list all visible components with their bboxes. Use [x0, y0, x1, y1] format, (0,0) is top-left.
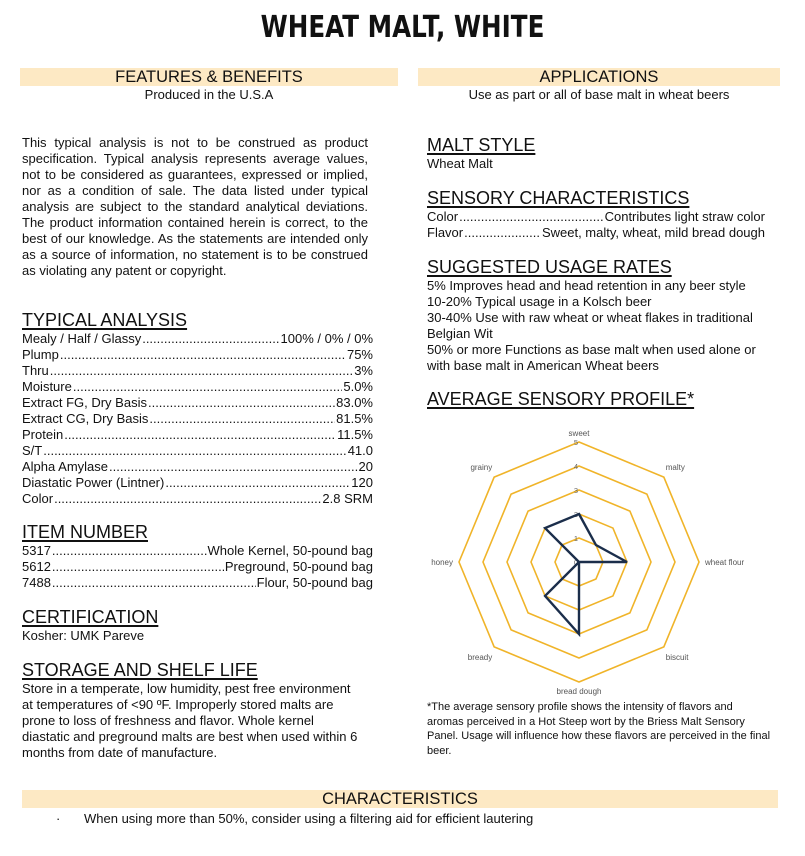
analysis-value: 81.5%	[336, 411, 373, 426]
sensory-heading: SENSORY CHARACTERISTICS	[427, 188, 690, 208]
sensory-value: Contributes light straw color	[604, 209, 765, 224]
usage-line: 10-20% Typical usage in a Kolsch beer	[427, 294, 652, 309]
analysis-row	[22, 395, 373, 411]
radar-axis-label: honey	[431, 558, 453, 567]
dot-leader	[109, 459, 358, 475]
usage-text	[427, 278, 777, 374]
analysis-row	[22, 443, 373, 459]
radar-tick-label: 4	[573, 462, 579, 471]
sensory-label: Color	[427, 209, 459, 224]
analysis-label: Alpha Amylase	[22, 459, 108, 474]
applications-subtext: Use as part or all of base malt in wheat beers	[468, 87, 730, 102]
storage-line: months from date of manufacture.	[22, 745, 218, 760]
certification-heading: CERTIFICATION	[22, 607, 159, 627]
item-row	[22, 559, 373, 575]
radar-axis-label: biscuit	[665, 652, 689, 662]
features-subtext: Produced in the U.S.A	[144, 87, 274, 102]
analysis-row	[22, 459, 373, 475]
dot-leader	[148, 395, 335, 411]
usage-line: Belgian Wit	[427, 326, 493, 341]
usage-line: 30-40% Use with raw wheat or wheat flakes in traditional	[427, 310, 753, 325]
radar-axis-label: malty	[665, 463, 685, 473]
dot-leader	[52, 559, 224, 575]
analysis-value: 20	[358, 459, 373, 474]
profile-footnote: *The average sensory profile shows the intensity of flavors and aromas perceived in a Hot Steep wort by the Briess Malt Sensory Panel. Usage will influence how these flavors are perceived in the final beer.	[427, 701, 771, 757]
dot-leader	[73, 379, 343, 395]
storage-heading: STORAGE AND SHELF LIFE	[22, 660, 258, 680]
storage-line: Store in a temperate, low humidity, pest free environment	[22, 681, 351, 696]
analysis-row	[22, 347, 373, 363]
applications-heading: APPLICATIONS	[418, 68, 780, 86]
radar-axis-label: sweet	[568, 429, 590, 438]
analysis-value: 5.0%	[343, 379, 373, 394]
sensory-label: Flavor	[427, 225, 464, 240]
storage-text	[22, 681, 392, 761]
radar-axis-label: bread dough	[556, 687, 602, 696]
analysis-label: Extract CG, Dry Basis	[22, 411, 149, 426]
dot-leader	[64, 427, 336, 443]
page-title: WHEAT MALT, WHITE	[260, 10, 545, 45]
dot-leader	[60, 347, 346, 363]
dot-leader	[165, 475, 350, 491]
analysis-value: 100% / 0% / 0%	[280, 331, 373, 346]
storage-line: at temperatures of <90 ºF. Improperly stored malts are	[22, 697, 334, 712]
profile-heading: AVERAGE SENSORY PROFILE*	[427, 389, 695, 409]
item-row	[22, 575, 373, 591]
analysis-value: 120	[351, 475, 373, 490]
analysis-row	[22, 475, 373, 491]
analysis-row	[22, 363, 373, 379]
bullet-icon: ·	[56, 811, 61, 826]
typical-analysis-table	[22, 331, 373, 507]
analysis-value: 83.0%	[336, 395, 373, 410]
characteristics-item-text: When using more than 50%, consider using a filtering aid for efficient lautering	[84, 811, 534, 826]
features-heading: FEATURES & BENEFITS	[20, 68, 398, 86]
dot-leader	[52, 543, 185, 559]
item-number-heading: ITEM NUMBER	[22, 522, 148, 542]
analysis-row	[22, 331, 373, 347]
radar-tick-label: 5	[573, 438, 579, 447]
dot-leader	[50, 363, 353, 379]
storage-line: diastatic and preground malts are best when used within 6	[22, 729, 358, 744]
radar-axis-label: grainy	[470, 463, 493, 473]
sensory-row	[427, 225, 765, 241]
malt-style-text: Wheat Malt	[427, 156, 493, 171]
analysis-row	[22, 491, 373, 507]
dot-leader	[459, 209, 604, 225]
analysis-label: S/T	[22, 443, 43, 458]
analysis-value: 2.8 SRM	[322, 491, 373, 506]
analysis-row	[22, 411, 373, 427]
usage-line: 50% or more Functions as base malt when used alone or	[427, 342, 756, 357]
dot-leader	[464, 225, 541, 241]
malt-style-heading: MALT STYLE	[427, 135, 536, 155]
certification-text: Kosher: UMK Pareve	[22, 628, 145, 643]
characteristics-item	[56, 811, 533, 826]
analysis-value: 3%	[354, 363, 373, 378]
item-value: Flour, 50-pound bag	[256, 575, 373, 590]
radar-tick-label: 3	[573, 486, 579, 495]
dot-leader	[52, 575, 256, 591]
typical-analysis-heading: TYPICAL ANALYSIS	[22, 310, 188, 330]
usage-line: with base malt in American Wheat beers	[427, 358, 659, 373]
analysis-label: Moisture	[22, 379, 72, 394]
sensory-row	[427, 209, 765, 225]
item-label: 7488	[22, 575, 51, 590]
item-value: ......Whole Kernel, 50-pound bag	[185, 543, 373, 558]
item-label: 5612	[22, 559, 51, 574]
sensory-radar-chart	[425, 422, 775, 700]
analysis-row	[22, 379, 373, 395]
analysis-value: 11.5%	[337, 427, 373, 442]
analysis-label: Mealy / Half / Glassy	[22, 331, 142, 346]
item-number-table	[22, 543, 373, 591]
radar-tick-label: 0	[573, 558, 579, 567]
analysis-label: Diastatic Power (Lintner)	[22, 475, 165, 490]
radar-tick-label: 1	[573, 534, 579, 543]
storage-line: prone to loss of freshness and flavor. Whole kernel	[22, 713, 314, 728]
analysis-row	[22, 427, 373, 443]
item-label: 5317	[22, 543, 51, 558]
usage-line: 5% Improves head and head retention in any beer style	[427, 278, 746, 293]
radar-axis-label: wheat flour	[705, 558, 745, 567]
analysis-label: Thru	[22, 363, 49, 378]
usage-heading: SUGGESTED USAGE RATES	[427, 257, 672, 277]
dot-leader	[54, 491, 321, 507]
analysis-label: Protein	[22, 427, 64, 442]
characteristics-heading: CHARACTERISTICS	[22, 790, 778, 808]
dot-leader	[142, 331, 279, 347]
item-row	[22, 543, 373, 559]
analysis-label: Color	[22, 491, 54, 506]
analysis-label: Plump	[22, 347, 59, 362]
sensory-value: Sweet, malty, wheat, mild bread dough	[541, 225, 765, 240]
sensory-table	[427, 209, 765, 241]
analysis-value: 75%	[346, 347, 373, 362]
radar-tick-label: 2	[573, 510, 579, 519]
radar-axis-label: bready	[467, 652, 493, 662]
dot-leader	[43, 443, 346, 459]
analysis-label: Extract FG, Dry Basis	[22, 395, 147, 410]
dot-leader	[149, 411, 335, 427]
analysis-value: 41.0	[347, 443, 373, 458]
item-value: Preground, 50-pound bag	[224, 559, 373, 574]
disclaimer-text: This typical analysis is not to be construed as product specification. Typical analysis represents average values, not to be considered as guarantees, expressed or implied, nor as a condition of sale. The data listed under typical analysis are subject to the standard analytical deviations. The product information contained herein is correct, to the best of our knowledge. As the statements are intended only as a source of information, no statement is to be construed as violating any patent or copyright.	[22, 135, 368, 278]
